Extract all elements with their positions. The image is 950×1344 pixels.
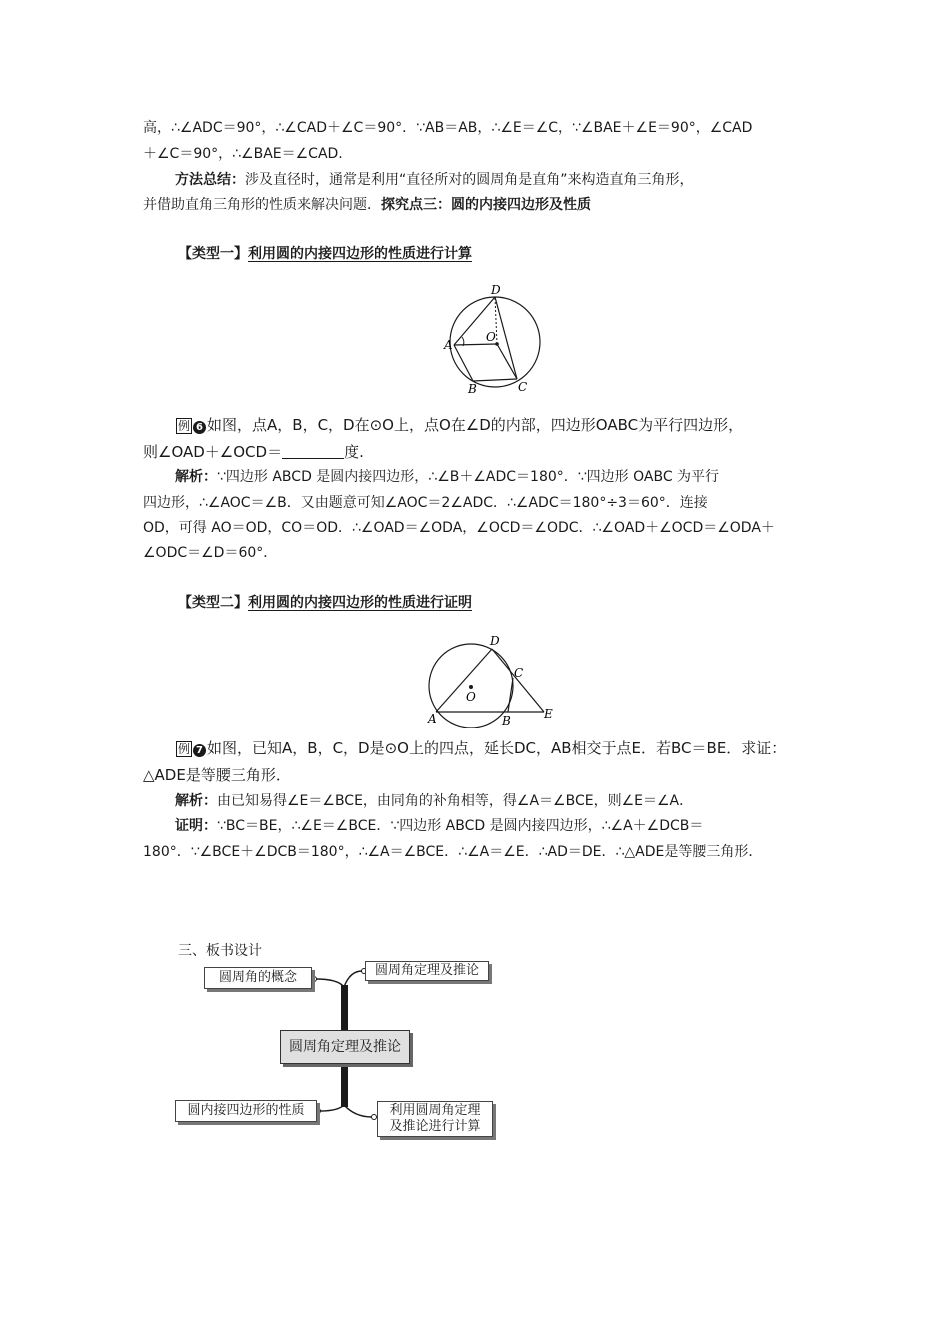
figure1-OC — [497, 344, 517, 379]
example6-line2 — [143, 442, 364, 462]
board-spine-bottom — [341, 1065, 348, 1107]
figure2-label-D: D — [490, 634, 500, 648]
board-node-bottom-right-line1: 利用圆周角定理 — [389, 1103, 481, 1118]
method-summary-label: 方法总结： — [175, 172, 245, 188]
example7-analysis-text: 由已知易得∠E＝∠BCE，由同角的补角相等，得∠A＝∠BCE，则∠E＝∠A． — [217, 793, 694, 809]
figure1-label-B: B — [468, 382, 477, 394]
figure1-label-D: D — [491, 283, 501, 297]
example6-badge — [175, 416, 207, 437]
figure2-label-C: C — [514, 666, 524, 680]
method-summary-line2 — [143, 195, 591, 215]
example6-analysis-line4: ∠ODC＝∠D＝60°． — [143, 545, 278, 561]
figure2-circle-diagram — [420, 632, 570, 728]
method-summary-line1 — [175, 170, 694, 190]
board-connector-top-right — [344, 971, 362, 987]
example7-badge-num: 7 — [193, 744, 206, 757]
type1-title: 利用圆的内接四边形的性质进行计算 — [248, 246, 472, 262]
section-title-3: 探究点三：圆的内接四边形及性质 — [381, 197, 591, 213]
example6-analysis-line1 — [175, 467, 719, 487]
example6-text2-post: 度. — [344, 443, 364, 461]
example6-analysis-line2: 四边形，∴∠AOC＝∠B．又由题意可知∠AOC＝2∠ADC．∴∠ADC＝180°÷3＝60°．连接 — [143, 495, 708, 511]
board-node-top-left: 圆周角的概念 — [204, 967, 312, 989]
example7-analysis-label: 解析： — [175, 793, 217, 809]
example6-text2-pre: 则∠OAD＋∠OCD＝ — [143, 443, 283, 461]
figure2-label-B: B — [502, 714, 511, 728]
figure1-label-O: O — [486, 330, 496, 344]
example7-line2: △ADE是等腰三角形． — [143, 766, 291, 784]
type1-heading — [178, 244, 472, 264]
board-heading: 三、板书设计 — [178, 943, 262, 959]
figure2-label-E: E — [544, 707, 553, 721]
board-node-bottom-left: 圆内接四边形的性质 — [175, 1100, 317, 1122]
figure1-label-C: C — [518, 380, 528, 394]
board-node-dot-4 — [372, 1115, 377, 1120]
method-summary-text1: 涉及直径时，通常是利用“直径所对的圆周角是直角”来构造直角三角形， — [245, 172, 694, 188]
example6-analysis-line3: OD，可得 AO＝OD，CO＝OD．∴∠OAD＝∠ODA，∠OCD＝∠ODC．∴∠OAD＋∠OCD＝∠ODA＋ — [143, 520, 775, 536]
example7-proof-line2: 180°．∵∠BCE＋∠DCB＝180°，∴∠A＝∠BCE．∴∠A＝∠E．∴AD＝DE．∴△ADE是等腰三角形． — [143, 844, 763, 860]
figure1-AO — [454, 344, 497, 345]
figure2-label-A: A — [428, 712, 437, 726]
board-node-top-right: 圆周角定理及推论 — [365, 961, 489, 981]
example7-analysis — [175, 791, 693, 811]
example7-proof-line1 — [175, 816, 703, 836]
example7-badge-word: 例 — [178, 742, 191, 756]
example7-badge — [175, 739, 207, 760]
board-connector-top-left — [316, 979, 344, 987]
board-node-bottom-right-line2: 及推论进行计算 — [389, 1119, 481, 1134]
board-node-dot-1 — [312, 977, 317, 982]
figure2-DE — [492, 649, 544, 712]
figure1-DC — [495, 297, 517, 379]
board-node-bottom-right — [377, 1101, 493, 1137]
type2-title: 利用圆的内接四边形的性质进行证明 — [248, 595, 472, 611]
board-connector-bottom-right — [344, 1105, 372, 1117]
figure1-CB — [473, 379, 517, 381]
example6-badge-num: 6 — [193, 421, 206, 434]
example7-proof-text1: ∵BC＝BE，∴∠E＝∠BCE．∵四边形 ABCD 是圆内接四边形，∴∠A＋∠DCB＝ — [217, 818, 704, 834]
figure1-label-A: A — [444, 338, 453, 352]
example6-analysis-label: 解析： — [175, 469, 217, 485]
board-spine-top — [341, 985, 348, 1031]
type2-bracket: 【类型二】 — [178, 595, 248, 611]
example7-proof-label: 证明： — [175, 818, 217, 834]
paragraph1-line2: ＋∠C＝90°，∴∠BAE＝∠CAD. — [143, 146, 343, 162]
board-node-center: 圆周角定理及推论 — [280, 1030, 410, 1064]
example6-badge-word: 例 — [178, 419, 191, 433]
example6-line1 — [175, 415, 743, 437]
figure1-circle-diagram — [440, 282, 550, 394]
paragraph1-line1: 高，∴∠ADC＝90°，∴∠CAD＋∠C＝90°．∵AB＝AB，∴∠E＝∠C，∵∠BAE＋∠E＝90°，∠CAD — [143, 120, 753, 136]
method-summary-text2: 并借助直角三角形的性质来解决问题． — [143, 197, 381, 213]
figure2-center-dot — [469, 685, 473, 689]
answer-blank[interactable] — [282, 444, 344, 459]
type2-heading — [178, 593, 472, 613]
example7-text1: 如图，已知A，B，C，D是⊙O上的四点，延长DC，AB相交于点E．若BC＝BE．求证： — [207, 739, 787, 757]
board-connector-bottom-left — [320, 1105, 344, 1111]
example6-text1: 如图，点A，B，C，D在⊙O上，点O在∠D的内部，四边形OABC为平行四边形， — [207, 416, 744, 434]
type1-bracket: 【类型一】 — [178, 246, 248, 262]
figure1-BA — [454, 345, 473, 381]
figure2-label-O: O — [466, 690, 476, 704]
example7-line1 — [175, 738, 786, 760]
example6-analysis-text1: ∵四边形 ABCD 是圆内接四边形，∴∠B＋∠ADC＝180°．∵四边形 OABC 为平行 — [217, 469, 720, 485]
figure2-AD — [436, 649, 492, 712]
